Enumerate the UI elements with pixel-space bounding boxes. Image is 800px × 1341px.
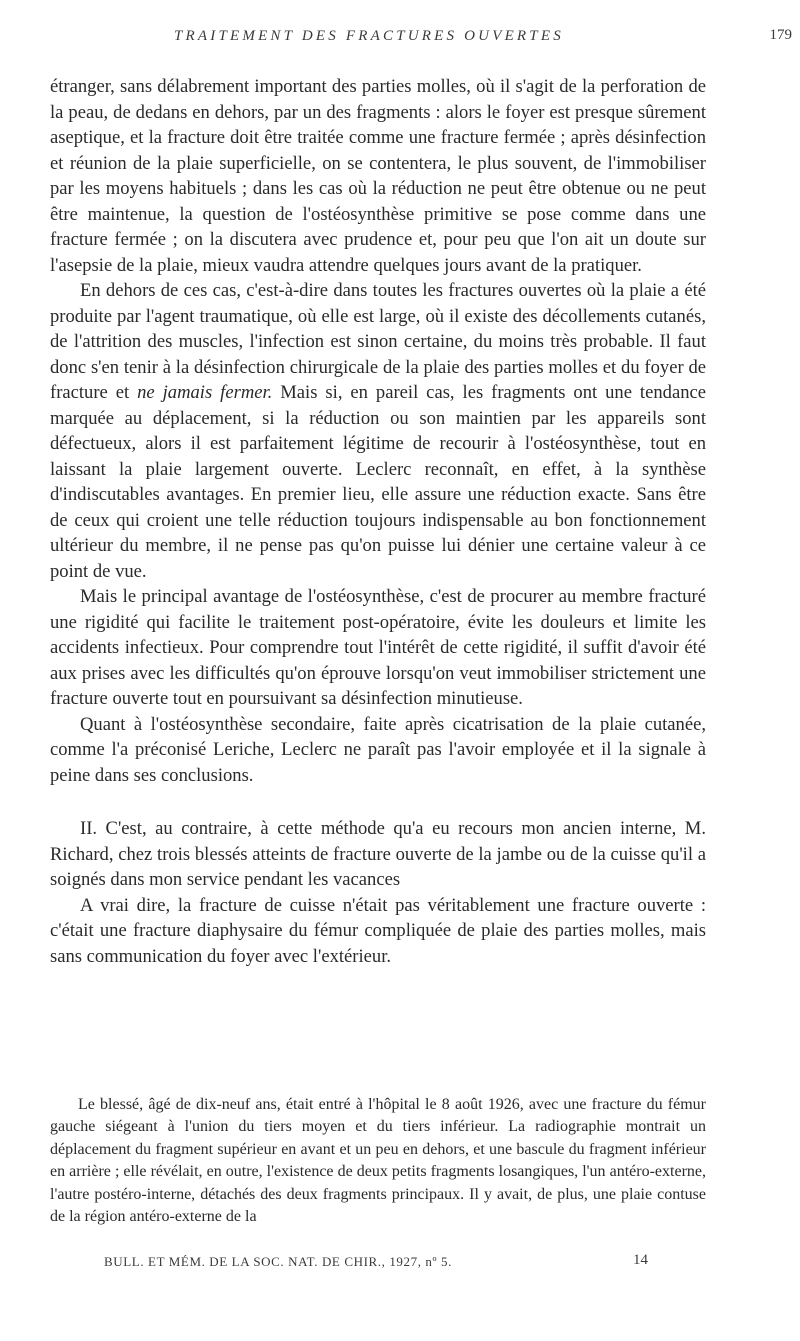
paragraph-secondary-osteosynthesis: Quant à l'ostéosynthèse secondaire, faite après cicatrisation de la plaie cutanée, comme l'a préconisé Leriche, Leclerc ne paraît pas l'avoir employée et il la signale à peine dans ses conclusions.	[50, 713, 706, 786]
paragraph-open-fractures	[50, 278, 706, 584]
paragraph-thigh-fracture: A vrai dire, la fracture de cuisse n'était pas véritablement une fracture ouverte : c'était une fracture diaphysaire du fémur compliquée de plaie des parties molles, mais sans communication du foyer avec l'extérieur.	[50, 894, 706, 967]
signature-mark: 14	[633, 1252, 648, 1268]
paragraph-text-part: En dehors de ces cas, c'est-à-dire dans toutes les fractures ouvertes où la plaie a été produite par l'agent traumatique, où elle est large, où il existe des décollements cutanés, de l'attrition des muscles, l'infection est sinon certaine, du moins très probable. Il faut donc s'en tenir à la désinfection chirurgicale de la plaie des parties molles et du foyer de fracture et	[50, 280, 706, 403]
main-text	[50, 74, 706, 969]
running-title: TRAITEMENT DES FRACTURES OUVERTES	[174, 28, 564, 44]
journal-citation: BULL. ET MÉM. DE LA SOC. NAT. DE CHIR., 1927, nº 5.	[104, 1254, 452, 1269]
page-number: 179	[769, 27, 792, 43]
page-footer	[50, 1250, 706, 1274]
paragraph-rigidity: Mais le principal avantage de l'ostéosynthèse, c'est de procurer au membre fracturé une rigidité qui facilite le traitement post-opératoire, évite les douleurs et limite les accidents infectieux. Pour comprendre tout l'intérêt de cette rigidité, il suffit d'avoir été aux prises avec les difficultés qu'on éprouve lorsqu'on veut immobiliser strictement une fracture ouverte tout en poursuivant sa désinfection minutieuse.	[50, 586, 706, 709]
paragraph-section-ii: II. C'est, au contraire, à cette méthode qu'a eu recours mon ancien interne, M. Richard, chez trois blessés atteints de fracture ouverte de la jambe ou de la cuisse qu'il a soignés dans mon service pendant les vacances	[50, 818, 706, 890]
emphasis-ne-jamais-fermer: ne jamais fermer.	[137, 382, 273, 403]
paragraph-continuation: étranger, sans délabrement important des parties molles, où il s'agit de la perforation de la peau, de dedans en dehors, par un des fragments : alors le foyer est presque sûrement aseptique, et la fracture doit être traitée comme une fracture fermée ; après désinfection et réunion de la plaie superficielle, on se contentera, le plus souvent, de l'immobiliser par les moyens habituels ; dans les cas où la réduction ne peut être obtenue ou ne peut être maintenue, la question de l'ostéosynthèse primitive se pose comme dans une fracture fermée ; on la discutera avec prudence et, pour peu que l'on ait un doute sur l'asepsie de la plaie, mieux vaudra attendre quelques jours avant de la pratiquer.	[50, 76, 706, 276]
page-header	[50, 22, 792, 48]
case-report: Le blessé, âgé de dix-neuf ans, était entré à l'hôpital le 8 août 1926, avec une fracture du fémur gauche siégeant à l'union du tiers moyen et du tiers inférieur. La radiographie montrait un déplacement du fragment supérieur en avant et un peu en dehors, et une bascule du fragment inférieur en arrière ; elle révélait, en outre, l'existence de deux petits fragments losangiques, l'un antéro-externe, l'autre postéro-interne, détachés des deux fragments principaux. Il y avait, de plus, une plaie contuse de la région antéro-externe de la	[50, 1096, 706, 1226]
paragraph-text-part: Mais si, en pareil cas, les fragments ont une tendance marquée au déplacement, si la réduction ou son maintien par les appareils sont défectueux, alors il est parfaitement légitime de recourir à l'ostéosynthèse, tout en laissant la plaie largement ouverte. Leclerc reconnaît, en effet, à la synthèse d'indiscutables avantages. En premier lieu, elle assure une réduction exacte. Sans être de ceux qui croient une telle réduction toujours indispensable au bon fonctionnement ultérieur du membre, il ne pense pas qu'on puisse lui dénier une certaine valeur à ce point de vue.	[50, 382, 706, 582]
